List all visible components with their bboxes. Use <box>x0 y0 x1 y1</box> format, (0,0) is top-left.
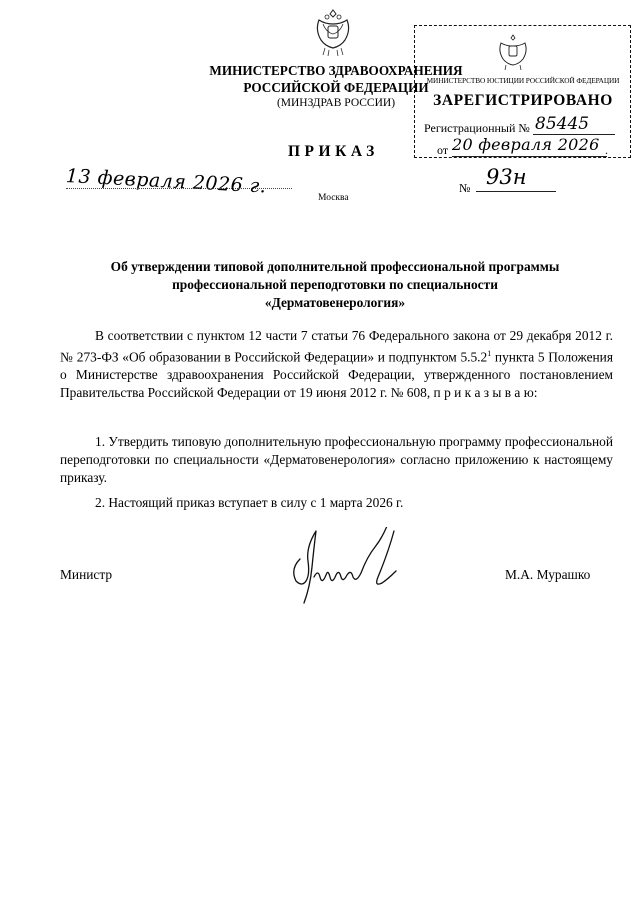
order-number-line <box>476 191 556 192</box>
ministry-name-line1: МИНИСТЕРСТВО ЗДРАВООХРАНЕНИЯ <box>209 63 463 78</box>
order-subject <box>70 258 600 312</box>
preamble-superscript: 1 <box>487 349 492 358</box>
preamble-text-start: В соответствии с пунктом 12 части 7 статьи 76 Федерального закона от 29 декабря 2012 г. № 273-ФЗ «Об образовании в Российской Федерации» и подпунктом 5.5.2 <box>60 328 613 365</box>
order-date: 13 февраля 2026 г. <box>65 165 267 198</box>
body-paragraph-preamble <box>60 327 613 402</box>
signer-role: Министр <box>60 567 113 582</box>
preamble-text-end: пункта 5 Положения о Министерстве здравоохранения Российской Федерации, утвержденного постановлением Правительства Российской Федерации от 19 июня 2012 г. № 608, п р и к а з ы в а ю: <box>60 349 614 401</box>
stamp-date-label: от <box>437 143 449 157</box>
stamp-reg-number-label: Регистрационный № <box>424 121 530 135</box>
ministry-short-name: (МИНЗДРАВ РОССИИ) <box>276 97 396 109</box>
body-paragraph-item1: 1. Утвердить типовую дополнительную профессиональную программу профессиональной переподготовки по специальности «Дерматовенерология» согласно приложению к настоящему приказу. <box>60 434 613 485</box>
stamp-date-dot: . <box>605 143 608 157</box>
ministry-name-line2: РОССИЙСКОЙ ФЕДЕРАЦИИ <box>243 80 429 95</box>
stamp-date: 20 февраля 2026 <box>452 135 600 154</box>
handwritten-signature <box>282 527 422 607</box>
subject-line3: «Дерматовенерология» <box>264 295 406 310</box>
subject-line2: профессиональной переподготовки по специальности <box>172 277 498 292</box>
order-date-line <box>66 188 292 189</box>
order-city: Москва <box>318 193 349 203</box>
order-number-label: № <box>459 181 471 195</box>
order-title: ПРИКАЗ <box>288 143 379 160</box>
subject-line1: Об утверждении типовой дополнительной профессиональной программы <box>110 259 560 274</box>
stamp-registered-label: ЗАРЕГИСТРИРОВАНО <box>433 92 613 109</box>
stamp-ministry-name: МИНИСТЕРСТВО ЮСТИЦИИ РОССИЙСКОЙ ФЕДЕРАЦИИ <box>426 76 620 85</box>
stamp-emblem-icon <box>497 33 529 71</box>
stamp-date-line <box>452 156 607 157</box>
signer-name: М.А. Мурашко <box>505 567 591 582</box>
state-emblem-icon <box>313 6 353 58</box>
stamp-reg-number: 85445 <box>535 114 590 134</box>
body-paragraph-item2: 2. Настоящий приказ вступает в силу с 1 марта 2026 г. <box>95 495 404 510</box>
order-number: 93н <box>486 165 527 189</box>
